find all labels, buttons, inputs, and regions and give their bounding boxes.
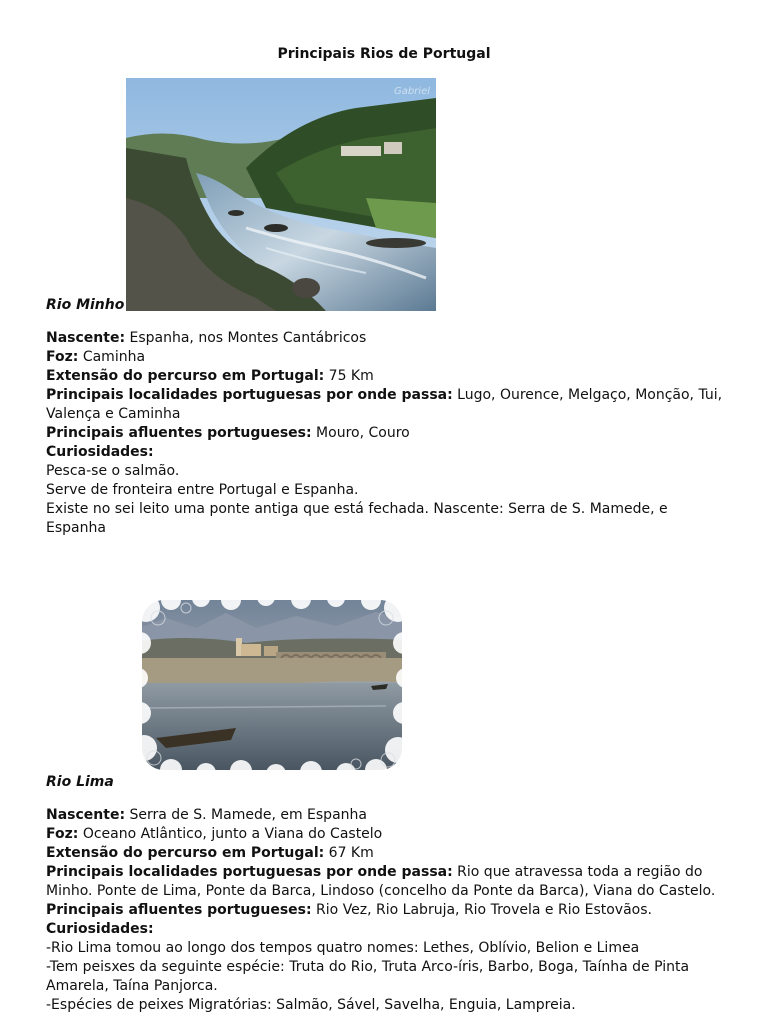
river-heading-lima: Rio Lima [46, 774, 114, 790]
afluentes-line: Principais afluentes portugueses: Mouro, Couro [46, 425, 410, 441]
photo-watermark: Gabriel [393, 86, 430, 97]
nascente-line: Nascente: Serra de S. Mamede, em Espanha [46, 807, 367, 823]
curiosidade-item: -Rio Lima tomou ao longo dos tempos quatro nomes: Lethes, Oblívio, Belion e Limea [46, 940, 640, 956]
rio-minho-photo [126, 78, 436, 311]
curiosidade-item: -Tem peisxes da seguinte espécie: Truta do Rio, Truta Arco-íris, Barbo, Boga, Taínha de Pinta Amarela, Taína Panjorca. [46, 959, 690, 994]
curiosidades-label: Curiosidades: [46, 921, 154, 937]
afluentes-line: Principais afluentes portugueses: Rio Vez, Rio Labruja, Rio Trovela e Rio Estovãos. [46, 902, 652, 918]
nascente-line: Nascente: Espanha, nos Montes Cantábricos [46, 330, 367, 346]
river-landscape-image [126, 78, 436, 311]
rio-lima-photo [126, 588, 416, 780]
localidades-line: Principais localidades portuguesas por onde passa: Rio que atravessa toda a região do Minho. Ponte de Lima, Ponte da Barca, Lindoso (concelho da Ponte da Barca), Viana do Castelo. [46, 864, 716, 899]
rio-lima-details [46, 806, 726, 1015]
river-heading-minho: Rio Minho [46, 297, 125, 313]
river-town-image [126, 588, 416, 780]
page-title: Principais Rios de Portugal [277, 46, 491, 62]
foz-line: Foz: Oceano Atlântico, junto a Viana do Castelo [46, 826, 383, 842]
rio-minho-details [46, 329, 726, 538]
curiosidade-item: -Espécies de peixes Migratórias: Salmão, Sável, Savelha, Enguia, Lampreia. [46, 997, 576, 1013]
curiosidades-label: Curiosidades: [46, 444, 154, 460]
curiosidade-item: Serve de fronteira entre Portugal e Espanha. [46, 482, 359, 498]
localidades-line: Principais localidades portuguesas por onde passa: Lugo, Ourence, Melgaço, Monção, Tui, Valença e Caminha [46, 387, 723, 422]
extensao-line: Extensão do percurso em Portugal: 67 Km [46, 845, 374, 861]
foz-line: Foz: Caminha [46, 349, 146, 365]
curiosidade-item: Existe no sei leito uma ponte antiga que está fechada. Nascente: Serra de S. Mamede, e Espanha [46, 501, 668, 536]
curiosidade-item: Pesca-se o salmão. [46, 463, 180, 479]
extensao-line: Extensão do percurso em Portugal: 75 Km [46, 368, 374, 384]
